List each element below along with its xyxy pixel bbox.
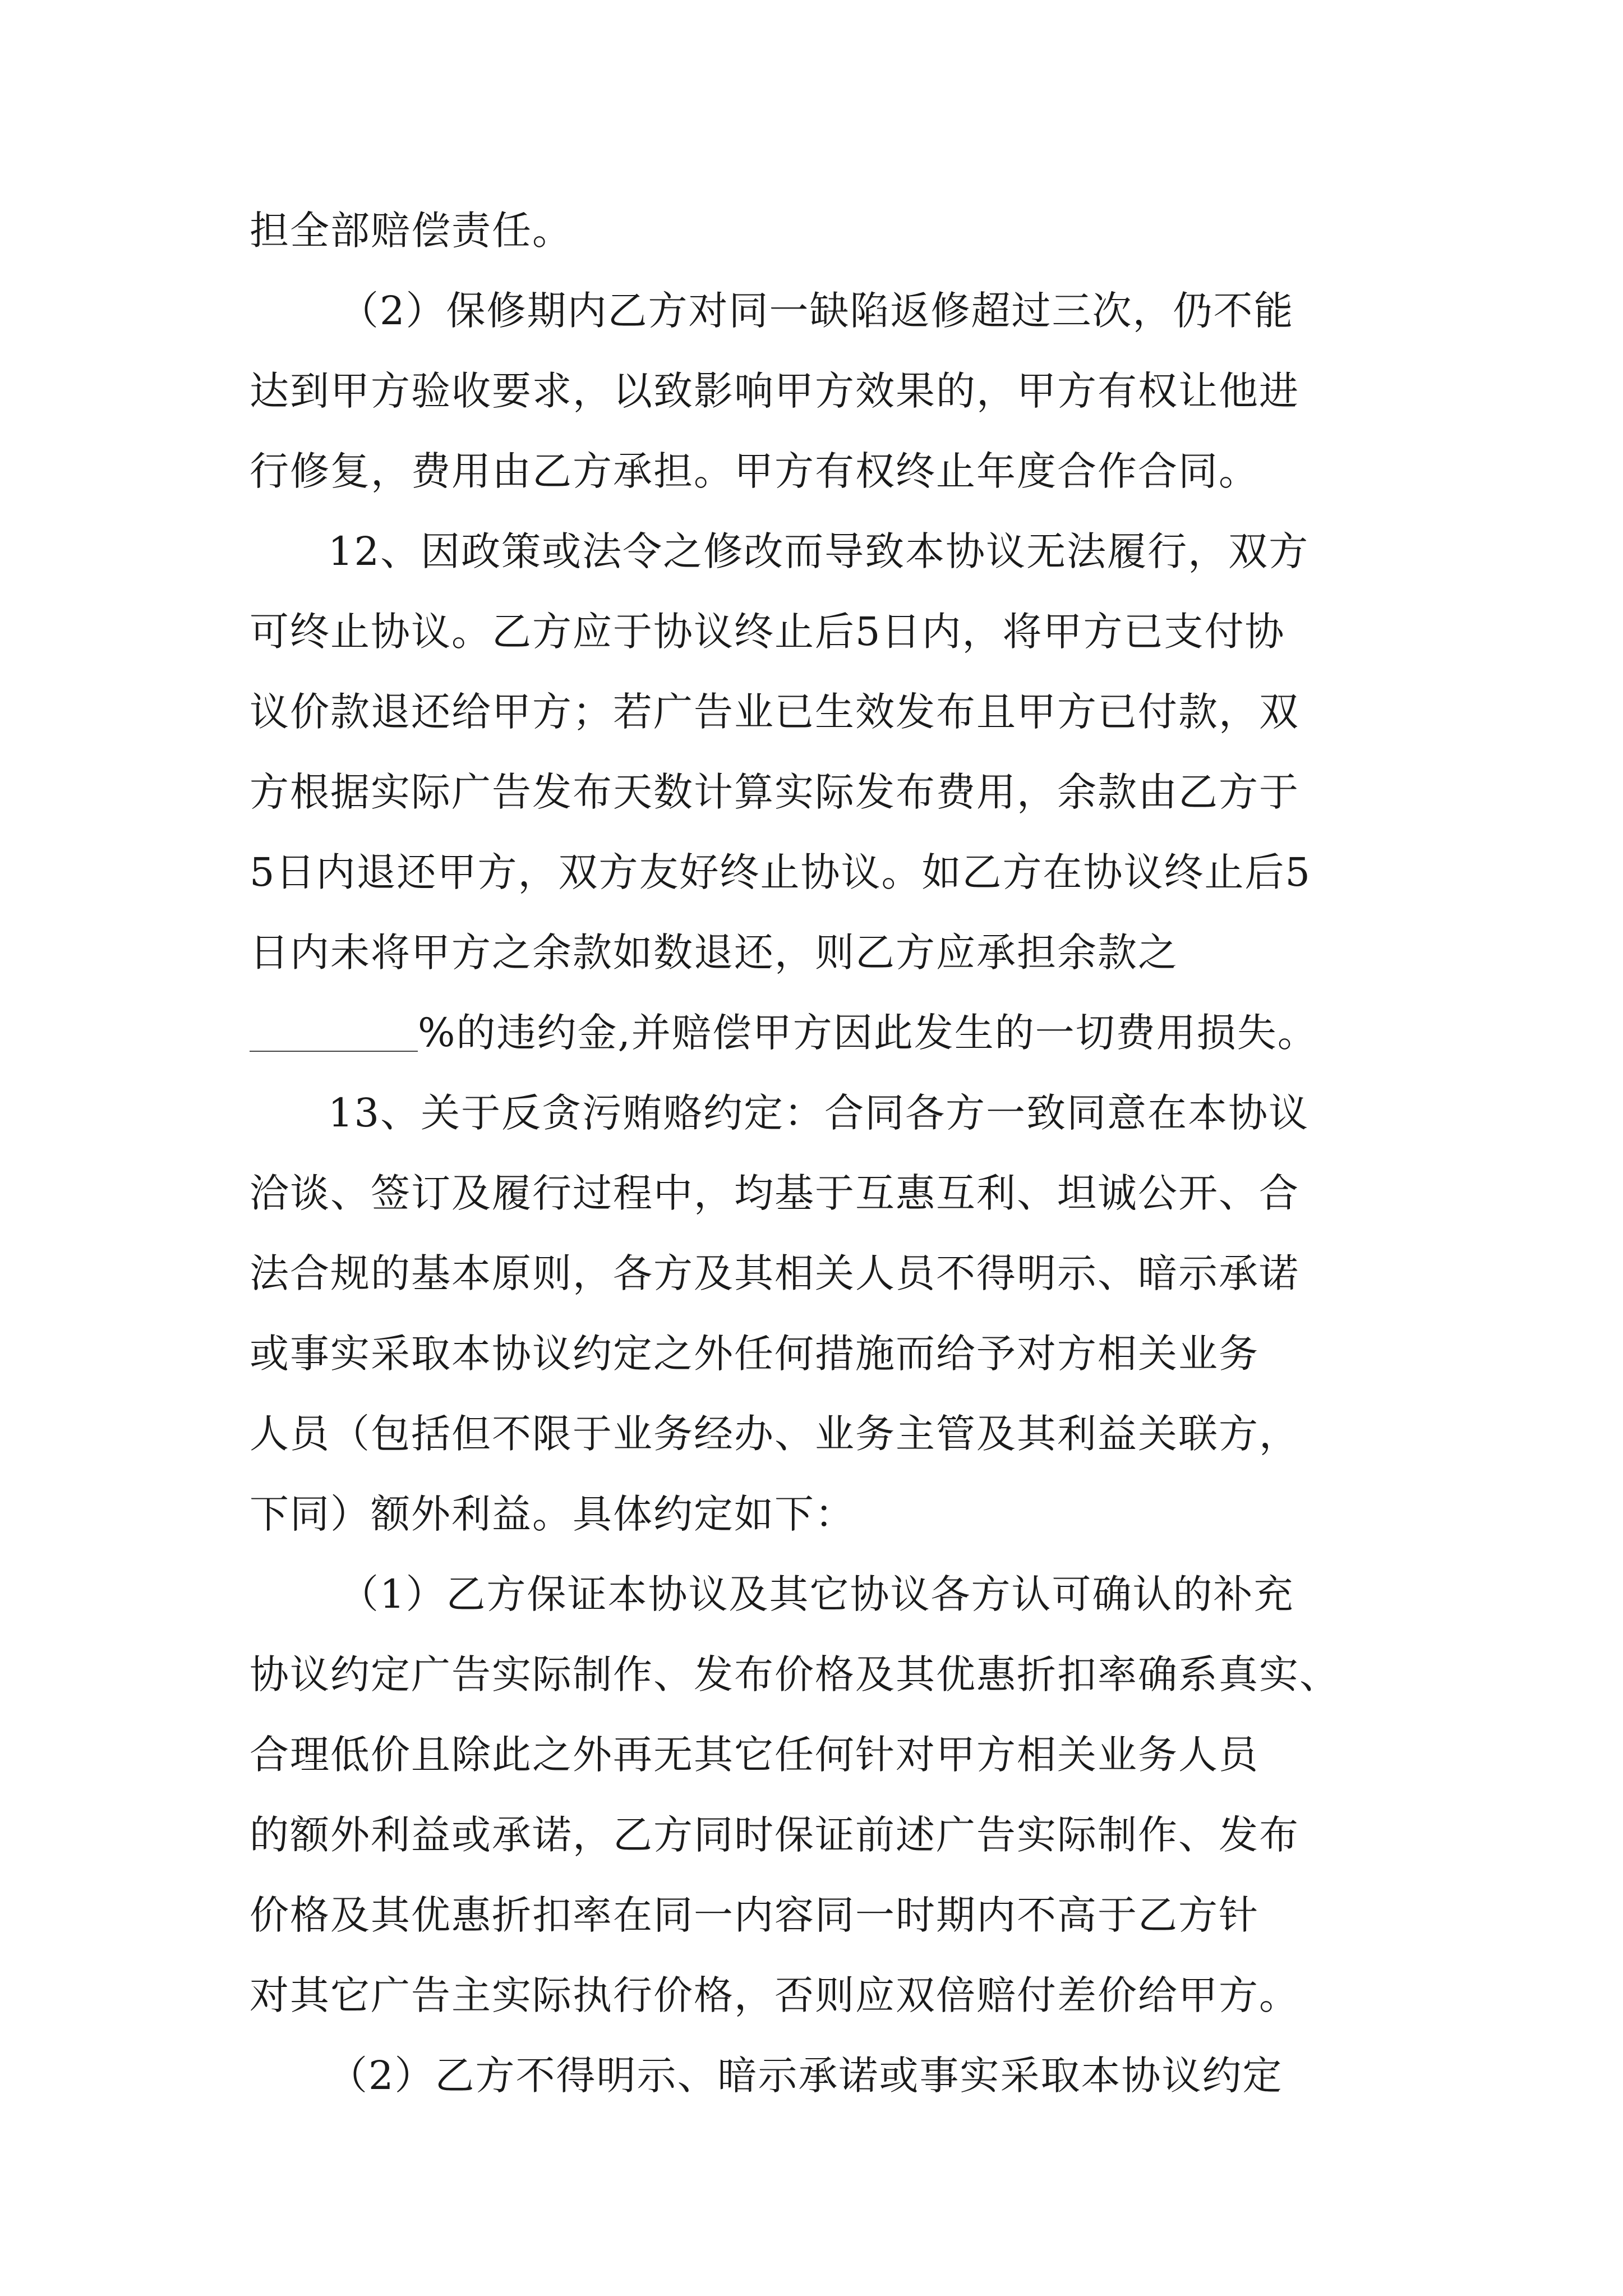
paragraph-line-7: 议价款退还给甲方；若广告业已生效发布且甲方已付款，双 [250,689,1299,735]
fill-in-blank [250,1011,418,1052]
paragraph-line-2: （2）保修期内乙方对同一缺陷返修超过三次，仍不能 [339,288,1294,334]
paragraph-line-6: 可终止协议。乙方应于协议终止后5日内，将甲方已支付协 [250,609,1285,655]
paragraph-line-10: 日内未将甲方之余款如数退还，则乙方应承担余款之 [250,930,1178,976]
paragraph-line-5: 12、因政策或法令之修改而导致本协议无法履行，双方 [328,528,1310,574]
paragraph-line-15: 或事实采取本协议约定之外任何措施而给予对方相关业务 [250,1331,1259,1377]
paragraph-line-21: 的额外利益或承诺，乙方同时保证前述广告实际制作、发布 [250,1812,1299,1858]
paragraph-line-24: （2）乙方不得明示、暗示承诺或事实采取本协议约定 [328,2053,1283,2099]
paragraph-line-22: 价格及其优惠折扣率在同一内容同一时期内不高于乙方针 [250,1892,1259,1938]
paragraph-line-9: 5日内退还甲方，双方友好终止协议。如乙方在协议终止后5 [250,849,1312,895]
paragraph-line-18: （1）乙方保证本协议及其它协议各方认可确认的补充 [339,1571,1294,1617]
paragraph-line-17: 下同）额外利益。具体约定如下： [250,1491,855,1537]
paragraph-line-19: 协议约定广告实际制作、发布价格及其优惠折扣率确系真实、 [250,1651,1340,1697]
paragraph-line-14: 法合规的基本原则，各方及其相关人员不得明示、暗示承诺 [250,1250,1299,1296]
paragraph-line-4: 行修复，费用由乙方承担。甲方有权终止年度合作合同。 [250,448,1259,494]
paragraph-line-3: 达到甲方验收要求，以致影响甲方效果的，甲方有权让他进 [250,368,1299,414]
paragraph-line-13: 洽谈、签订及履行过程中，均基于互惠互利、坦诚公开、合 [250,1170,1299,1216]
paragraph-line-16: 人员（包括但不限于业务经办、业务主管及其利益关联方， [250,1411,1299,1457]
paragraph-line-8: 方根据实际广告发布天数计算实际发布费用，余款由乙方于 [250,769,1299,815]
paragraph-line-20: 合理低价且除此之外再无其它任何针对甲方相关业务人员 [250,1732,1259,1778]
penalty-text: %的违约金,并赔偿甲方因此发生的一切费用损失。 [418,1010,1318,1056]
document-body [250,191,1380,2116]
paragraph-line-1: 担全部赔偿责任。 [250,208,573,254]
paragraph-line-23: 对其它广告主实际执行价格，否则应双倍赔付差价给甲方。 [250,1972,1299,2018]
paragraph-line-11 [250,993,1380,1073]
paragraph-line-12: 13、关于反贪污贿赂约定：合同各方一致同意在本协议 [328,1090,1310,1136]
